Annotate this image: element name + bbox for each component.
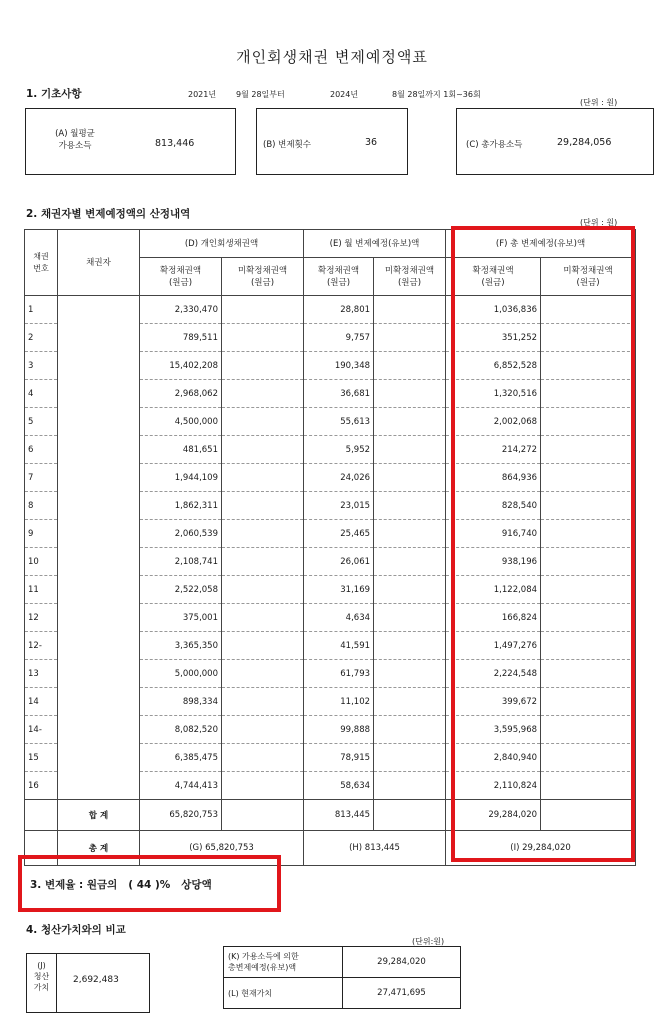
- row-d-unconfirmed: [222, 744, 304, 772]
- row-creditor: [58, 744, 140, 772]
- box-c-value: 29,284,056: [557, 137, 612, 148]
- row-creditor: [58, 296, 140, 324]
- highlight-column-f: [451, 226, 635, 862]
- box-j-divider: [56, 953, 57, 1013]
- row-d-unconfirmed: [222, 604, 304, 632]
- sub-header-line2: (원금): [576, 277, 600, 288]
- row-d-confirmed: 2,522,058: [140, 576, 222, 604]
- row-f-confirmed: 1,122,084: [446, 576, 541, 604]
- row-d-confirmed: 2,060,539: [140, 520, 222, 548]
- row-e-unconfirmed: [374, 408, 446, 436]
- box-j-label-line3: 가치: [33, 983, 50, 992]
- row-f-confirmed: 3,595,968: [446, 716, 541, 744]
- row-creditor: [58, 408, 140, 436]
- row-creditor: [58, 716, 140, 744]
- row-d-confirmed: 4,500,000: [140, 408, 222, 436]
- row-d-confirmed: 8,082,520: [140, 716, 222, 744]
- row-d-confirmed: 898,334: [140, 688, 222, 716]
- l-value: 27,471,695: [343, 978, 461, 1009]
- row-d-unconfirmed: [222, 688, 304, 716]
- row-f-confirmed: 351,252: [446, 324, 541, 352]
- group-header-e: (E) 월 변제예정(유보)액: [304, 230, 446, 258]
- row-e-confirmed: 36,681: [304, 380, 374, 408]
- row-f-confirmed: 828,540: [446, 492, 541, 520]
- row-d-confirmed: 789,511: [140, 324, 222, 352]
- section1-unit: (단위 : 원): [580, 98, 618, 107]
- row-d-unconfirmed: [222, 464, 304, 492]
- row-no: 11: [25, 576, 58, 604]
- row-f-confirmed: 2,840,940: [446, 744, 541, 772]
- row-no: 12-: [25, 632, 58, 660]
- comparison-row-k: [224, 947, 461, 978]
- box-j-label-line2: 청산: [33, 972, 50, 981]
- sub-header-e-unconfirmed: [374, 258, 446, 296]
- row-e-confirmed: 9,757: [304, 324, 374, 352]
- sub-header-line1: 확정채권액: [317, 265, 360, 276]
- row-d-unconfirmed: [222, 716, 304, 744]
- sub-header-d-unconfirmed: [222, 258, 304, 296]
- row-e-confirmed: 58,634: [304, 772, 374, 800]
- section1-heading: 1. 기초사항: [26, 88, 82, 100]
- row-f-confirmed: 166,824: [446, 604, 541, 632]
- row-e-unconfirmed: [374, 324, 446, 352]
- box-a-label: [30, 128, 120, 152]
- row-creditor: [58, 520, 140, 548]
- row-no: 1: [25, 296, 58, 324]
- row-d-confirmed: 6,385,475: [140, 744, 222, 772]
- grand-i: (I) 29,284,020: [446, 831, 636, 866]
- row-e-confirmed: 26,061: [304, 548, 374, 576]
- subtotal-label: 합 계: [58, 800, 140, 831]
- row-d-confirmed: 15,402,208: [140, 352, 222, 380]
- row-creditor: [58, 688, 140, 716]
- box-a-value: 813,446: [155, 138, 195, 149]
- row-no: 6: [25, 436, 58, 464]
- row-d-confirmed: 481,651: [140, 436, 222, 464]
- row-no: 14: [25, 688, 58, 716]
- row-e-confirmed: 25,465: [304, 520, 374, 548]
- row-f-confirmed: 1,036,836: [446, 296, 541, 324]
- row-creditor: [58, 492, 140, 520]
- row-e-unconfirmed: [374, 380, 446, 408]
- row-e-confirmed: 5,952: [304, 436, 374, 464]
- row-e-unconfirmed: [374, 296, 446, 324]
- row-d-confirmed: 2,968,062: [140, 380, 222, 408]
- row-no: 9: [25, 520, 58, 548]
- row-no: 12: [25, 604, 58, 632]
- sub-header-line1: 확정채권액: [159, 265, 202, 276]
- grand-h: (H) 813,445: [304, 831, 446, 866]
- row-d-unconfirmed: [222, 492, 304, 520]
- row-d-unconfirmed: [222, 520, 304, 548]
- row-creditor: [58, 660, 140, 688]
- period-from-year: 2021년: [188, 90, 217, 99]
- row-e-unconfirmed: [374, 632, 446, 660]
- group-header-d: (D) 개인회생채권액: [140, 230, 304, 258]
- row-creditor: [58, 464, 140, 492]
- row-d-confirmed: 5,000,000: [140, 660, 222, 688]
- period-to-year: 2024년: [330, 90, 359, 99]
- row-d-confirmed: 2,108,741: [140, 548, 222, 576]
- row-e-unconfirmed: [374, 492, 446, 520]
- row-e-confirmed: 190,348: [304, 352, 374, 380]
- row-d-unconfirmed: [222, 632, 304, 660]
- section4-heading: 4. 청산가치와의 비교: [26, 924, 126, 936]
- row-d-confirmed: 1,944,109: [140, 464, 222, 492]
- sub-header-line1: 미확정채권액: [384, 265, 435, 276]
- row-f-confirmed: 864,936: [446, 464, 541, 492]
- l-label: (L) 현재가치: [224, 978, 343, 1009]
- row-no: 16: [25, 772, 58, 800]
- row-d-unconfirmed: [222, 772, 304, 800]
- subtotal-d: 65,820,753: [140, 800, 222, 831]
- sub-header-d-confirmed: [140, 258, 222, 296]
- row-f-confirmed: 214,272: [446, 436, 541, 464]
- row-f-confirmed: 2,224,548: [446, 660, 541, 688]
- row-e-confirmed: 24,026: [304, 464, 374, 492]
- row-e-confirmed: 78,915: [304, 744, 374, 772]
- sub-header-line2: (원금): [326, 277, 351, 288]
- col-header-no-line2: 번호: [33, 263, 49, 273]
- row-f-confirmed: 916,740: [446, 520, 541, 548]
- col-header-creditor: 채권자: [58, 230, 140, 296]
- row-e-confirmed: 41,591: [304, 632, 374, 660]
- row-d-unconfirmed: [222, 548, 304, 576]
- row-f-confirmed: 399,672: [446, 688, 541, 716]
- repayment-rate-text: 3. 변제율 : 원금의 ( 44 )% 상당액: [30, 879, 212, 891]
- sub-header-line2: (원금): [168, 277, 193, 288]
- sub-header-line2: (원금): [481, 277, 505, 288]
- k-label-line2: 총변제예정(유보)액: [228, 963, 297, 972]
- row-creditor: [58, 436, 140, 464]
- row-d-confirmed: 4,744,413: [140, 772, 222, 800]
- box-j-label-line1: (J): [37, 961, 46, 970]
- row-d-unconfirmed: [222, 660, 304, 688]
- sub-header-line1: 미확정채권액: [563, 265, 613, 276]
- sub-header-line2: (원금): [397, 277, 422, 288]
- box-a-label-line2: 가용소득: [58, 141, 92, 151]
- row-no: 8: [25, 492, 58, 520]
- period-from-md: 9월 28일부터: [236, 90, 285, 99]
- row-d-confirmed: 1,862,311: [140, 492, 222, 520]
- subtotal-e: 813,445: [304, 800, 374, 831]
- box-j-label: [27, 960, 56, 993]
- box-j-value: 2,692,483: [73, 975, 119, 985]
- row-e-unconfirmed: [374, 772, 446, 800]
- row-no: 13: [25, 660, 58, 688]
- row-e-confirmed: 99,888: [304, 716, 374, 744]
- grand-g: (G) 65,820,753: [140, 831, 304, 866]
- col-header-no-line1: 채권: [33, 251, 49, 261]
- k-label: [224, 947, 343, 978]
- box-a-label-line1: (A) 월평균: [55, 129, 95, 139]
- sub-header-line1: 확정채권액: [472, 265, 514, 276]
- row-creditor: [58, 576, 140, 604]
- box-b-label: (B) 변제횟수: [263, 140, 312, 150]
- row-no: 4: [25, 380, 58, 408]
- row-d-confirmed: 2,330,470: [140, 296, 222, 324]
- row-no: 10: [25, 548, 58, 576]
- row-d-confirmed: 375,001: [140, 604, 222, 632]
- sub-header-line1: 미확정채권액: [237, 265, 288, 276]
- k-value: 29,284,020: [343, 947, 461, 978]
- document-title: 개인회생채권 변제예정액표: [236, 48, 428, 66]
- row-creditor: [58, 548, 140, 576]
- row-f-confirmed: 938,196: [446, 548, 541, 576]
- row-e-unconfirmed: [374, 744, 446, 772]
- group-header-f: (F) 총 변제예정(유보)액: [446, 230, 636, 258]
- row-no: 14-: [25, 716, 58, 744]
- row-e-confirmed: 23,015: [304, 492, 374, 520]
- row-f-confirmed: 1,497,276: [446, 632, 541, 660]
- row-e-confirmed: 55,613: [304, 408, 374, 436]
- sub-header-e-confirmed: [304, 258, 374, 296]
- period-to-md: 8월 28일까지 1회~36회: [392, 90, 481, 99]
- box-c-label: (C) 총가용소득: [466, 140, 523, 150]
- row-f-confirmed: 6,852,528: [446, 352, 541, 380]
- row-e-unconfirmed: [374, 548, 446, 576]
- grand-label: 총 계: [58, 831, 140, 866]
- row-e-unconfirmed: [374, 576, 446, 604]
- row-creditor: [58, 604, 140, 632]
- row-f-confirmed: 2,110,824: [446, 772, 541, 800]
- row-e-unconfirmed: [374, 660, 446, 688]
- comparison-table: [223, 946, 461, 1009]
- subtotal-e-unconfirmed: [374, 800, 446, 831]
- row-creditor: [58, 632, 140, 660]
- row-f-confirmed: 1,320,516: [446, 380, 541, 408]
- row-e-unconfirmed: [374, 436, 446, 464]
- row-d-unconfirmed: [222, 380, 304, 408]
- row-no: 3: [25, 352, 58, 380]
- subtotal-d-unconfirmed: [222, 800, 304, 831]
- row-no: 2: [25, 324, 58, 352]
- row-e-confirmed: 11,102: [304, 688, 374, 716]
- subtotal-f: 29,284,020: [446, 800, 541, 831]
- row-e-unconfirmed: [374, 604, 446, 632]
- row-e-unconfirmed: [374, 464, 446, 492]
- row-d-unconfirmed: [222, 352, 304, 380]
- row-e-unconfirmed: [374, 716, 446, 744]
- row-e-unconfirmed: [374, 520, 446, 548]
- row-e-confirmed: 4,634: [304, 604, 374, 632]
- sub-header-line2: (원금): [250, 277, 275, 288]
- row-d-unconfirmed: [222, 436, 304, 464]
- section2-unit: (단위 : 원): [580, 218, 618, 227]
- row-no: 5: [25, 408, 58, 436]
- box-b-value: 36: [365, 137, 378, 148]
- row-d-unconfirmed: [222, 576, 304, 604]
- row-e-confirmed: 28,801: [304, 296, 374, 324]
- row-e-unconfirmed: [374, 352, 446, 380]
- section2-heading: 2. 채권자별 변제예정액의 산정내역: [26, 208, 191, 220]
- row-creditor: [58, 352, 140, 380]
- row-f-confirmed: 2,002,068: [446, 408, 541, 436]
- row-creditor: [58, 324, 140, 352]
- section4-unit: (단위:원): [412, 937, 445, 946]
- row-d-unconfirmed: [222, 324, 304, 352]
- row-d-unconfirmed: [222, 408, 304, 436]
- row-creditor: [58, 772, 140, 800]
- row-creditor: [58, 380, 140, 408]
- row-no: 7: [25, 464, 58, 492]
- comparison-row-l: [224, 978, 461, 1009]
- row-e-unconfirmed: [374, 688, 446, 716]
- col-header-no: [25, 230, 58, 296]
- row-e-confirmed: 31,169: [304, 576, 374, 604]
- row-d-unconfirmed: [222, 296, 304, 324]
- subtotal-no-cell: [25, 800, 58, 831]
- row-e-confirmed: 61,793: [304, 660, 374, 688]
- k-label-line1: (K) 가용소득에 의한: [228, 952, 299, 961]
- row-no: 15: [25, 744, 58, 772]
- row-d-confirmed: 3,365,350: [140, 632, 222, 660]
